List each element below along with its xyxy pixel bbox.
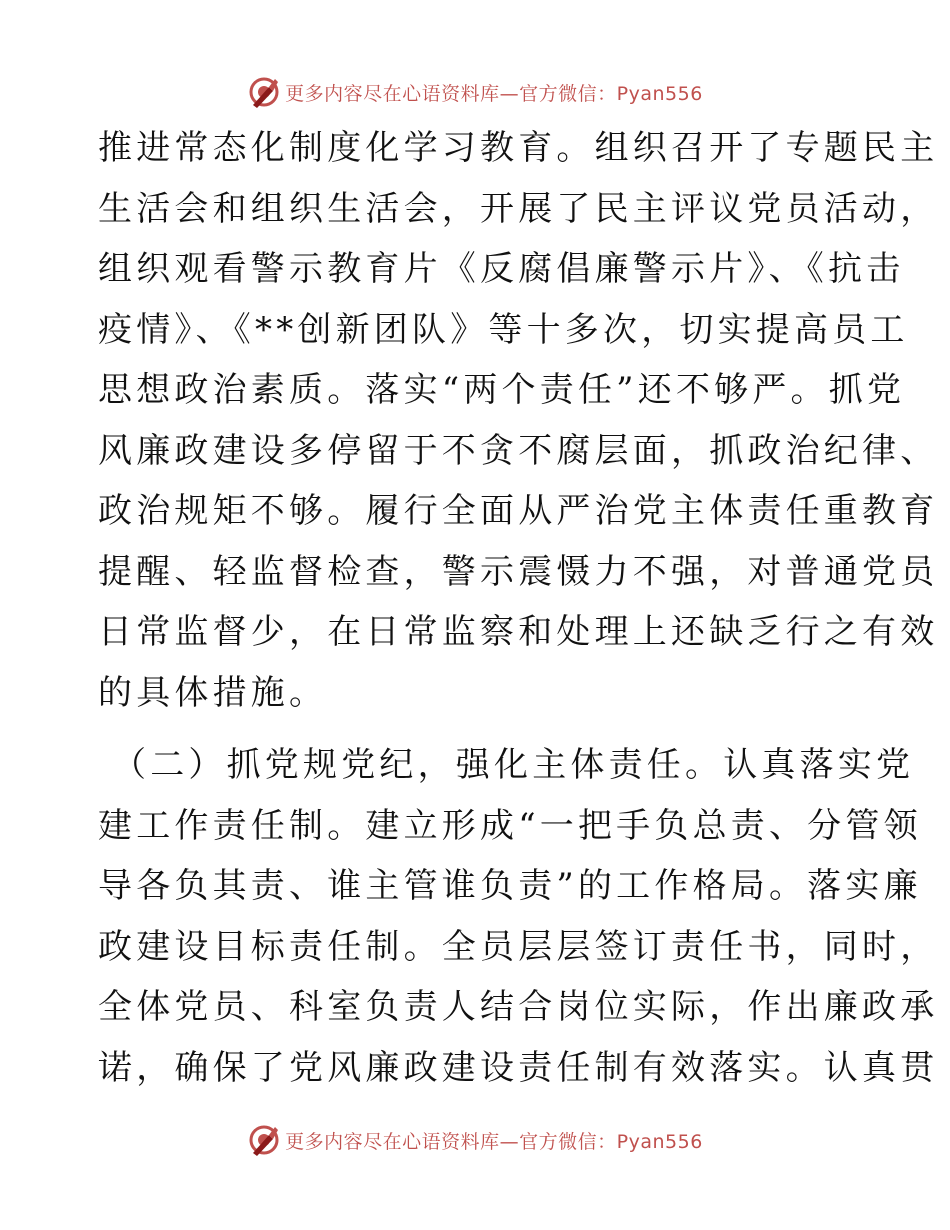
- text-line: 思想政治素质。落实“两个责任”还不够严。抓党: [98, 370, 906, 410]
- paragraph-2: [98, 735, 939, 1098]
- text-line: 风廉政建设多停留于不贪不腐层面，抓政治纪律、: [98, 430, 939, 471]
- text-line: 的具体措施。: [98, 672, 328, 713]
- text-line: 导各负其责、谁主管谁负责”的工作格局。落实廉: [98, 866, 922, 906]
- text-line: 政治规矩不够。履行全面从严治党主体责任重教育: [98, 491, 939, 531]
- text-line: 诺，确保了党风廉政建设责任制有效落实。认真贯: [98, 1047, 939, 1088]
- header-banner-text: 更多内容尽在心语资料库—官方微信：Pyan556: [285, 82, 703, 105]
- text-line: 生活会和组织生活会，开展了民主评议党员活动，: [98, 188, 939, 229]
- document-body: [98, 118, 939, 1098]
- text-line: （二）抓党规党纪，强化主体责任。认真落实党: [112, 745, 915, 785]
- footer-banner-text: 更多内容尽在心语资料库—官方微信：Pyan556: [285, 1130, 703, 1153]
- header-watermark-banner: [0, 72, 950, 112]
- text-line: 组织观看警示教育片《反腐倡廉警示片》、《抗击: [98, 249, 905, 289]
- text-line: 建工作责任制。建立形成“一把手负总责、分管领: [98, 805, 922, 846]
- footer-watermark-banner: [0, 1120, 950, 1160]
- red-pen-seal-icon: [247, 75, 281, 109]
- text-line: 疫情》、《**创新团队》等十多次，切实提高员工: [98, 309, 909, 350]
- text-line: 推进常态化制度化学习教育。组织召开了专题民主: [98, 128, 939, 168]
- red-pen-seal-icon: [247, 1123, 281, 1157]
- text-line: 提醒、轻监督检查，警示震慑力不强，对普通党员: [98, 551, 939, 592]
- text-line: 政建设目标责任制。全员层层签订责任书，同时，: [98, 926, 939, 967]
- text-line: 日常监督少，在日常监察和处理上还缺乏行之有效: [98, 612, 939, 652]
- paragraph-1: [98, 118, 939, 723]
- text-line: 全体党员、科室负责人结合岗位实际，作出廉政承: [98, 987, 939, 1027]
